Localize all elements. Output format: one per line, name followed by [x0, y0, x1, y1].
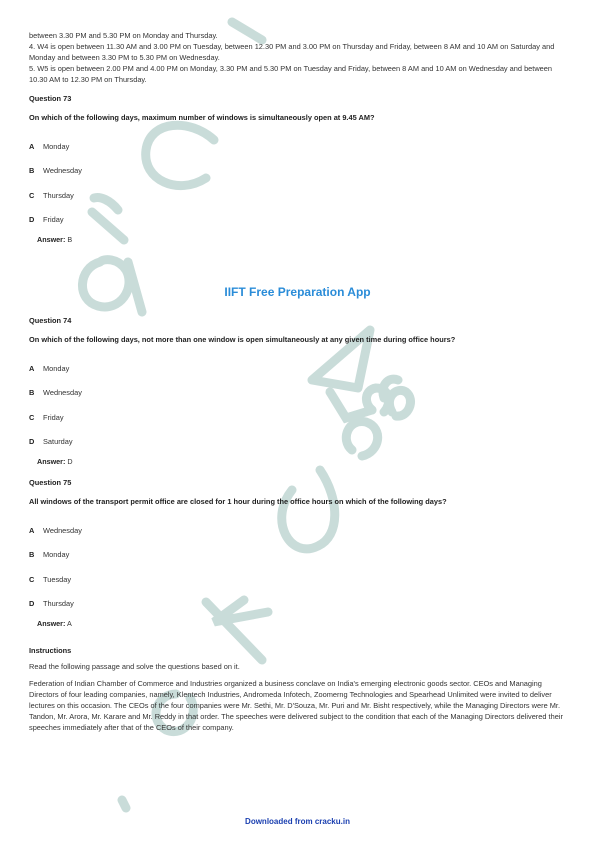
option-item[interactable]	[29, 413, 569, 437]
promo-link[interactable]: IIFT Free Preparation App	[224, 285, 371, 299]
answer-line	[37, 619, 569, 628]
option-item[interactable]	[29, 550, 569, 574]
option-letter: C	[29, 412, 35, 422]
answer-value: B	[67, 235, 73, 245]
answer-line	[37, 457, 569, 466]
option-letter: C	[29, 190, 35, 200]
option-item[interactable]	[29, 575, 569, 599]
question-block	[29, 478, 569, 628]
answer-value: A	[66, 619, 72, 629]
option-text: Thursday	[43, 190, 74, 200]
option-letter: B	[29, 166, 35, 176]
option-text: Monday	[43, 364, 70, 373]
question-heading: Question 75	[29, 478, 72, 488]
answer-line	[37, 235, 569, 244]
option-text: Tuesday	[43, 574, 72, 584]
option-letter: A	[29, 364, 35, 373]
option-item[interactable]	[29, 191, 569, 215]
document-content	[29, 30, 569, 244]
option-text: Wednesday	[43, 526, 82, 536]
option-text: Wednesday	[43, 388, 82, 398]
options-list	[29, 526, 569, 623]
answer-label: Answer:	[37, 235, 66, 245]
option-letter: D	[29, 436, 35, 446]
option-text: Thursday	[43, 599, 74, 609]
option-letter: B	[29, 550, 35, 560]
question-heading: Question 74	[29, 316, 72, 325]
option-text: Friday	[43, 214, 64, 224]
option-letter: A	[29, 526, 35, 536]
instructions-line: Read the following passage and solve the questions based on it.	[29, 662, 240, 672]
instructions-block	[29, 646, 569, 733]
passage-continuation	[29, 30, 569, 85]
passage-line: 4. W4 is open between 11.30 AM and 3.00 PM on Tuesday, between 12.30 PM and 3.00 PM on Thursday and Friday, between 8 AM and 10 AM on Saturday and Monday and between 3.30 PM to 5.30 PM on Wednesday.	[29, 42, 555, 62]
question-text: On which of the following days, maximum number of windows is simultaneously open at 9.45 AM?	[29, 113, 375, 122]
answer-label: Answer:	[37, 457, 66, 467]
option-letter: C	[29, 574, 35, 584]
option-text: Saturday	[43, 436, 73, 446]
options-list	[29, 364, 569, 461]
option-text: Friday	[43, 412, 64, 422]
options-list	[29, 142, 569, 239]
option-item[interactable]	[29, 166, 569, 190]
option-letter: D	[29, 214, 35, 224]
question-heading: Question 73	[29, 94, 72, 103]
document-content-lower	[29, 307, 569, 733]
question-block	[29, 316, 569, 466]
option-letter: B	[29, 388, 35, 398]
option-item[interactable]	[29, 526, 569, 550]
instructions-passage: Federation of Indian Chamber of Commerce and Industries organized a business conclave on India's emerging electronic goods sector. CEOs and Managing Directors of four leading companies, namely, Klentech Industries, Andromeda Infotech, Zoomerng Technologies and Spearhead Unlimited were invited to deliver lectures on this occasion. The CEOs of the four companies were Mr. Sethi, Mr. D'Souza, Mr. Puri and Mr. Bisht respectively, while the Managing Directors were Mr. Tandon, Mr. Arora, Mr. Karare and Mr. Reddy in that order. The speeches were delivered subject to the condition that each of the Managing Directors delivered their speeches immediately after that of the CEOs of their company.	[29, 679, 563, 733]
option-item[interactable]	[29, 388, 569, 412]
option-text: Monday	[43, 142, 70, 151]
answer-label: Answer:	[37, 619, 66, 629]
option-item[interactable]	[29, 364, 569, 388]
instructions-heading: Instructions	[29, 646, 72, 656]
question-block	[29, 94, 569, 244]
option-item[interactable]	[29, 142, 569, 166]
passage-line: 5. W5 is open between 2.00 PM and 4.00 PM on Monday, 3.30 PM and 5.30 PM on Tuesday and Friday, between 8 AM and 10 AM on Wednesday and between 10.30 AM to 12.30 PM on Thursday.	[29, 64, 553, 84]
passage-line: between 3.30 PM and 5.30 PM on Monday and Thursday.	[29, 31, 218, 40]
option-text: Monday	[43, 550, 70, 560]
option-letter: A	[29, 142, 35, 151]
question-text: All windows of the transport permit office are closed for 1 hour during the office hours on which of the following days?	[29, 497, 447, 507]
answer-value: D	[67, 457, 73, 467]
question-text: On which of the following days, not more than one window is open simultaneously at any given time during office hours?	[29, 335, 456, 344]
option-text: Wednesday	[43, 166, 82, 176]
footer-link[interactable]: Downloaded from cracku.in	[245, 817, 350, 826]
option-letter: D	[29, 599, 35, 609]
